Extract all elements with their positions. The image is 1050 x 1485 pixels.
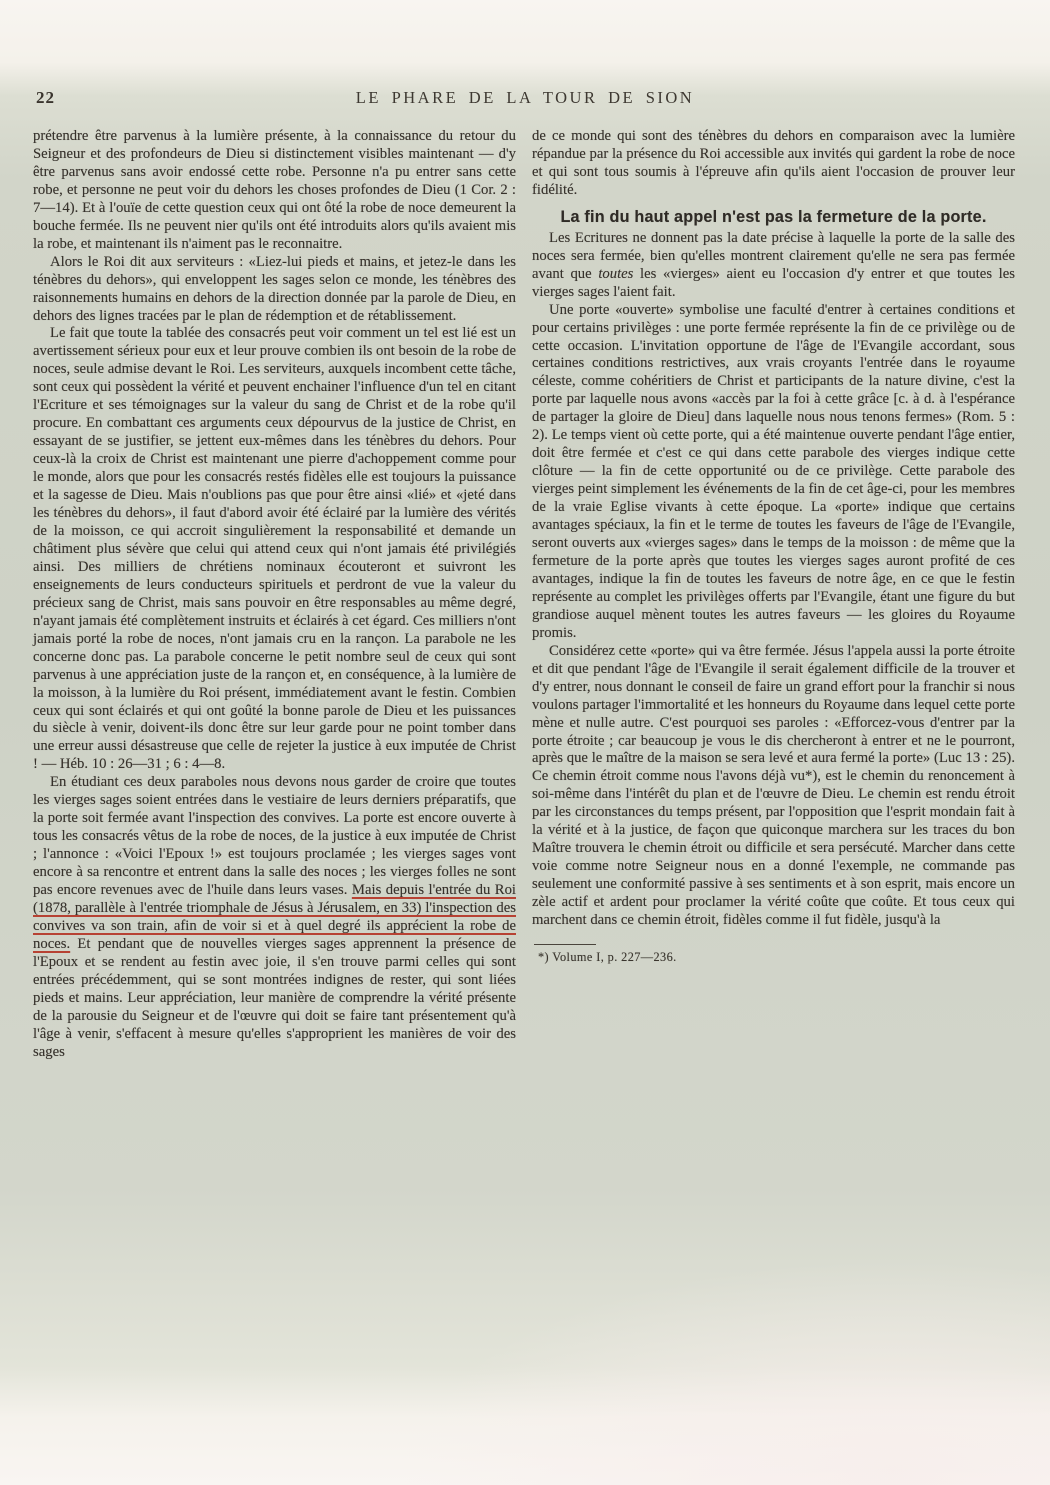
footnote-text: *) Volume I, p. 227—236. — [538, 949, 677, 964]
paragraph: Considérez cette «porte» qui va être fermée. Jésus l'appela aussi la porte étroite et dit que pendant l'âge de l'Evangile il serait également difficile de la trouver et d'y entrer, nous donnant le conseil de faire un grand effort pour la franchir si nous voulons partager l'immortalité et les honneurs du Royaume dans lequel cette porte mène et nulle autre. C'est pourquoi ses paroles : «Efforcez-vous d'entrer par la porte étroite ; car beaucoup je vous le dis chercheront à entrer et ne le pourront, après que le maître de la maison se sera levé et aura fermé la porte» (Luc 13 : 25). Ce chemin étroit comme nous l'avons déjà vu*), est le chemin du renoncement à soi-même dans l'intérêt du plan et de l'œuvre de Dieu. Le chemin est rendu étroit par les circonstances du temps présent, par l'opposition que l'esprit mondain fait à la vérité et à la justice, de façon que quiconque marchera sur les traces du bon Maître trouvera le chemin étroit ou difficile et sera persécuté. Marcher dans cette voie comme notre Seigneur nous en a donné l'exemple, ne commande pas seulement une conformité passive à ses sentiments et à son esprit, mais encore un zèle actif et ardent pour proclamer la vérité coûte que coûte. Et tous ceux qui marchent dans ce chemin étroit, fidèles comme il fut fidèle, jusqu'à la — [532, 642, 1015, 929]
section-heading: La fin du haut appel n'est pas la fermeture de la porte. — [560, 207, 987, 226]
paragraph: Le fait que toute la tablée des consacrés peut voir comment un tel est lié est un avertissement sérieux pour eux et leur prouve combien ils ont besoin de la robe de noces, seule admise devant le Roi. Les serviteurs, auxquels incombent cette tâche, sont ceux qui possèdent la vérité et peuvent enchainer l'influence d'un tel en citant l'Ecriture et ses témoignages sur la valeur du sang de Christ et de la robe qu'il procure. En combattant ces arguments ceux dépourvus de la justice de Christ, en essayant de se justifier, se jettent eux-mêmes dans les ténèbres du dehors. Pour ceux-là la croix de Christ est maintenant une pierre d'achoppement comme pour le monde, alors que pour les consacrés restés fidèles elle est toujours la puissance et la sagesse de Dieu. Mais n'oublions pas que pour être ainsi «lié» et «jeté dans les ténèbres du dehors», il faut d'abord avoir été éclairé par la lumière des vérités de la moisson, ce qui accroit singulièrement la responsabilité et demande un châtiment plus sévère que celui qui attend ceux qui n'ont jamais été privilégiés ainsi. Des milliers de chrétiens nominaux écouteront et suivront les enseignements de leurs conducteurs spirituels et perdront de vue la valeur du précieux sang de Christ, mais sans pouvoir en être responsables au même degré, n'ayant jamais été complètement instruits et éclairés à cet égard. Ces milliers n'ont jamais porté la robe de noces, n'ont jamais cru en la rançon. La parabole ne les concerne donc pas. La parabole concerne le petit nombre seul de ceux qui sont parvenus à une appréciation juste de la rançon et, en conséquence, à la lumière de la moisson, à la lumière du Roi présent, immédiatement avant le festin. Combien ceux qui sont éclairés et qui ont goûté la bonne parole de Dieu et les puissances du siècle à venir, doivent-ils donc être sur leur garde pour ne point tomber dans une erreur aussi désastreuse que celle de rejeter la justice à eux imputée de Christ ! — Héb. 10 : 26—31 ; 6 : 4—8. — [33, 325, 516, 773]
footnote — [532, 944, 1015, 965]
paragraph: Alors le Roi dit aux serviteurs : «Liez-lui pieds et mains, et jetez-le dans les ténèbres du dehors», qui enveloppent les sages selon ce monde, les ténèbres des raisonnements humains en dehors de la direction donnée par la parole de Dieu, en dehors des lignes tracées par le plan de rédemption et de rétablissement. — [33, 253, 516, 324]
right-column — [532, 128, 1015, 1062]
paragraph-text: Les Ecritures ne donnent pas la date précise à laquelle la porte de la salle des noces sera fermée, bien qu'elles montrent clairement qu'elle ne sera pas fermée avant que — [532, 229, 1015, 282]
running-head — [0, 86, 1050, 112]
italic-emphasis: toutes — [598, 265, 634, 282]
page-number: 22 — [36, 88, 55, 107]
paragraph: de ce monde qui sont des ténèbres du dehors en comparaison avec la lumière répandue par la présence du Roi accessible aux invités qui gardent la robe de noce et qui sont tous soumis à l'épreuve afin qu'ils aient l'occasion de prouver leur fidélité. — [532, 128, 1015, 198]
red-pencil-underlined-text: Mais depuis l'entrée du Roi (1878, parallèle à l'entrée triomphale de Jésus à Jérusalem, en 33) l'inspection des convives va son train, afin de voir si et à quel degré ils apprécient la robe de noces. — [33, 882, 516, 952]
paragraph: prétendre être parvenus à la lumière présente, à la connaissance du retour du Seigneur et des profondeurs de Dieu si distinctement visibles maintenant — d'y être parvenus sans avoir endossé cette robe. Personne n'a pu entrer sans cette robe, et personne ne peut voir du dehors les choses profondes de Dieu (1 Cor. 2 : 7—14). Et à l'ouïe de cette question ceux qui ont ôté la robe de noce demeurent la bouche fermée. Ils ne peuvent nier qu'ils ont été introduits alors qu'ils avaient mis la robe, et maintenant ils n'aiment pas le reconnaitre. — [33, 128, 516, 252]
text-columns — [33, 128, 1015, 1062]
footnote-rule — [534, 944, 596, 945]
paragraph-text: En étudiant ces deux paraboles nous devons nous garder de croire que toutes les vierges sages soient entrées dans le vestiaire de leurs derniers préparatifs, que la porte soit fermée avant l'inspection des convives. La porte est encore ouverte à tous les consacrés vêtus de la robe de noces, de la justice à eux imputée de Christ ; l'annonce : «Voici l'Epoux !» est toujours proclamée ; les vierges sages vont encore à sa rencontre et entrent dans la salle des noces ; les vierges folles ne sont pas encore revenues avec de l'huile dans leurs vases. — [33, 774, 516, 899]
paragraph-text: Et pendant que de nouvelles vierges sages apprennent la présence de l'Epoux et se rendent au festin avec joie, il s'en trouve parmi celles qui sont entrées précédemment, qui se sont montrées indignes de rester, qui sont liées pieds et mains. Leur appréciation, leur manière de comprendre la vérité présente de la parousie du Seigneur et de l'œuvre qui doit se faire tant présentement qu'à l'âge à venir, s'effacent à mesure qu'elles s'approprient les manières de voir des sages — [33, 935, 516, 1060]
left-column — [33, 128, 516, 1062]
paragraph — [532, 230, 1015, 302]
paragraph: Une porte «ouverte» symbolise une faculté d'entrer à certaines conditions et pour certains privilèges : une porte fermée représente la fin de ce privilège ou de cette occasion. L'invitation opportune de l'âge de l'Evangile accordant, sous certaines conditions restrictives, aux vrais croyants l'entrée dans le royaume céleste, comme cohéritiers de Christ et participants de la nature divine, c'est la porte par laquelle nous avons «accès par la foi à cette grâce [c. à d. à l'espérance de partager la gloire de Dieu] dans laquelle nous nous tenons fermes» (Rom. 5 : 2). Le temps vient où cette porte, qui a été maintenue ouverte pendant l'âge entier, doit être fermée et c'est ce qui dans cette parabole des vierges indique cette clôture — la fin de cette opportunité ou de ce privilège. Cette parabole des vierges peint simplement les événements de la fin de cet âge-ci, pour les membres de la vraie Eglise vivants à cette époque. La «porte» indique que certains avantages spéciaux, la fin et le terme de toutes les faveurs de l'âge de l'Evangile, seront ouverts aux «vierges sages» dans le temps de la moisson : de même que la fermeture de la porte après que toutes les vierges sages auront profité de ces avantages, indique la fin de toutes les faveurs de notre âge, en ce que le festin représente au complet les privilèges offerts par l'Evangile, étant une figure du but grandiose auquel mènent toutes les autres faveurs — les gloires du Royaume promis. — [532, 301, 1015, 641]
paragraph-text: les «vierges» aient eu l'occasion d'y entrer et que toutes les vierges sages l'aient fait. — [532, 265, 1015, 300]
paragraph-with-annotation — [33, 774, 516, 1061]
journal-title: LE PHARE DE LA TOUR DE SION — [355, 88, 695, 107]
